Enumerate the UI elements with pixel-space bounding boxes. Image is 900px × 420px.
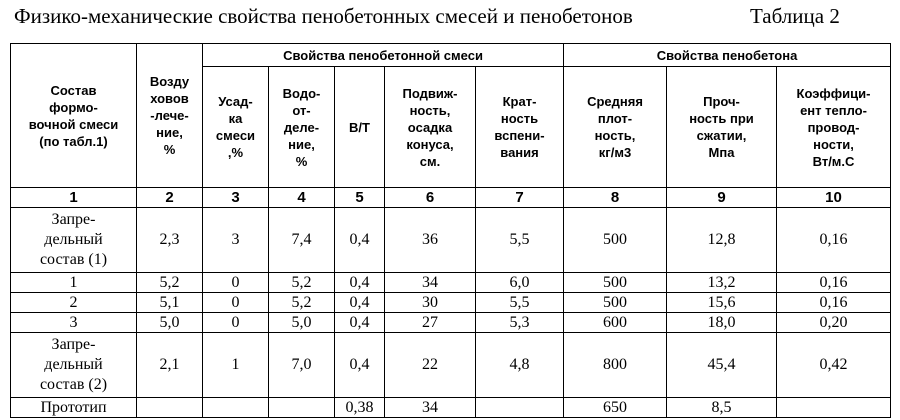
cell-conductivity	[777, 398, 891, 418]
cell-mobility: 34	[385, 398, 476, 418]
row-composition-name: Запре- дельный состав (1)	[11, 208, 137, 273]
cell-shrinkage: 0	[203, 313, 269, 333]
properties-table	[10, 43, 891, 418]
column-number: 2	[137, 188, 203, 208]
cell-density: 500	[564, 293, 667, 313]
cell-foaming-ratio: 4,8	[476, 333, 564, 398]
header-conductivity: Коэффици- ент тепло- провод- ности, Вт/м.С	[777, 67, 891, 188]
header-air-entrainment: Возду ховов -лече- ние, %	[137, 44, 203, 188]
table-row	[11, 273, 891, 293]
column-number: 6	[385, 188, 476, 208]
cell-conductivity: 0,16	[777, 273, 891, 293]
cell-strength: 18,0	[667, 313, 777, 333]
cell-mobility: 27	[385, 313, 476, 333]
cell-water-solid-ratio: 0,4	[335, 313, 385, 333]
row-composition-name: Прототип	[11, 398, 137, 418]
cell-strength: 45,4	[667, 333, 777, 398]
cell-foaming-ratio: 5,5	[476, 208, 564, 273]
cell-air: 5,0	[137, 313, 203, 333]
column-number: 1	[11, 188, 137, 208]
column-number: 9	[667, 188, 777, 208]
cell-density: 600	[564, 313, 667, 333]
cell-shrinkage: 0	[203, 293, 269, 313]
cell-conductivity: 0,16	[777, 208, 891, 273]
cell-water-separation: 5,0	[269, 313, 335, 333]
column-number: 5	[335, 188, 385, 208]
cell-air: 2,3	[137, 208, 203, 273]
cell-shrinkage: 1	[203, 333, 269, 398]
cell-foaming-ratio: 5,5	[476, 293, 564, 313]
cell-density: 650	[564, 398, 667, 418]
cell-water-solid-ratio: 0,38	[335, 398, 385, 418]
column-number: 8	[564, 188, 667, 208]
cell-conductivity: 0,20	[777, 313, 891, 333]
cell-density: 500	[564, 208, 667, 273]
cell-water-solid-ratio: 0,4	[335, 208, 385, 273]
cell-air: 5,1	[137, 293, 203, 313]
header-composition: Состав формо- вочной смеси (по табл.1)	[11, 44, 137, 188]
header-strength: Проч- ность при сжатии, Мпа	[667, 67, 777, 188]
cell-conductivity: 0,16	[777, 293, 891, 313]
table-row	[11, 293, 891, 313]
cell-foaming-ratio: 5,3	[476, 313, 564, 333]
header-group-mix-properties: Свойства пенобетонной смеси	[203, 44, 564, 67]
title-row	[0, 4, 900, 34]
cell-shrinkage: 0	[203, 273, 269, 293]
header-density: Средняя плот- ность, кг/м3	[564, 67, 667, 188]
header-mobility: Подвиж- ность, осадка конуса, см.	[385, 67, 476, 188]
header-shrinkage: Усад- ка смеси ,%	[203, 67, 269, 188]
cell-mobility: 22	[385, 333, 476, 398]
header-foaming-ratio: Крат- ность вспени- вания	[476, 67, 564, 188]
cell-strength: 13,2	[667, 273, 777, 293]
cell-strength: 12,8	[667, 208, 777, 273]
cell-strength: 15,6	[667, 293, 777, 313]
header-water-separation: Водо- от- деле- ние, %	[269, 67, 335, 188]
cell-air	[137, 398, 203, 418]
table-row	[11, 313, 891, 333]
column-number: 4	[269, 188, 335, 208]
table-row	[11, 208, 891, 273]
cell-foaming-ratio	[476, 398, 564, 418]
cell-foaming-ratio: 6,0	[476, 273, 564, 293]
cell-air: 2,1	[137, 333, 203, 398]
cell-water-solid-ratio: 0,4	[335, 333, 385, 398]
column-number: 10	[777, 188, 891, 208]
cell-mobility: 30	[385, 293, 476, 313]
cell-air: 5,2	[137, 273, 203, 293]
table-row	[11, 333, 891, 398]
cell-mobility: 36	[385, 208, 476, 273]
cell-water-separation: 5,2	[269, 293, 335, 313]
column-number: 7	[476, 188, 564, 208]
row-composition-name: 1	[11, 273, 137, 293]
cell-water-separation	[269, 398, 335, 418]
cell-density: 800	[564, 333, 667, 398]
row-composition-name: 2	[11, 293, 137, 313]
cell-conductivity: 0,42	[777, 333, 891, 398]
cell-mobility: 34	[385, 273, 476, 293]
table-row	[11, 398, 891, 418]
cell-shrinkage: 3	[203, 208, 269, 273]
header-group-concrete-properties: Свойства пенобетона	[564, 44, 891, 67]
header-water-solid-ratio: В/Т	[335, 67, 385, 188]
row-composition-name: 3	[11, 313, 137, 333]
cell-water-separation: 7,4	[269, 208, 335, 273]
column-number-row	[11, 188, 891, 208]
row-composition-name: Запре- дельный состав (2)	[11, 333, 137, 398]
table-number-label: Таблица 2	[750, 4, 840, 28]
cell-water-solid-ratio: 0,4	[335, 293, 385, 313]
column-number: 3	[203, 188, 269, 208]
cell-water-solid-ratio: 0,4	[335, 273, 385, 293]
cell-water-separation: 7,0	[269, 333, 335, 398]
table-title: Физико-механические свойства пенобетонных смесей и пенобетонов	[14, 4, 633, 28]
cell-shrinkage	[203, 398, 269, 418]
cell-water-separation: 5,2	[269, 273, 335, 293]
cell-strength: 8,5	[667, 398, 777, 418]
cell-density: 500	[564, 273, 667, 293]
